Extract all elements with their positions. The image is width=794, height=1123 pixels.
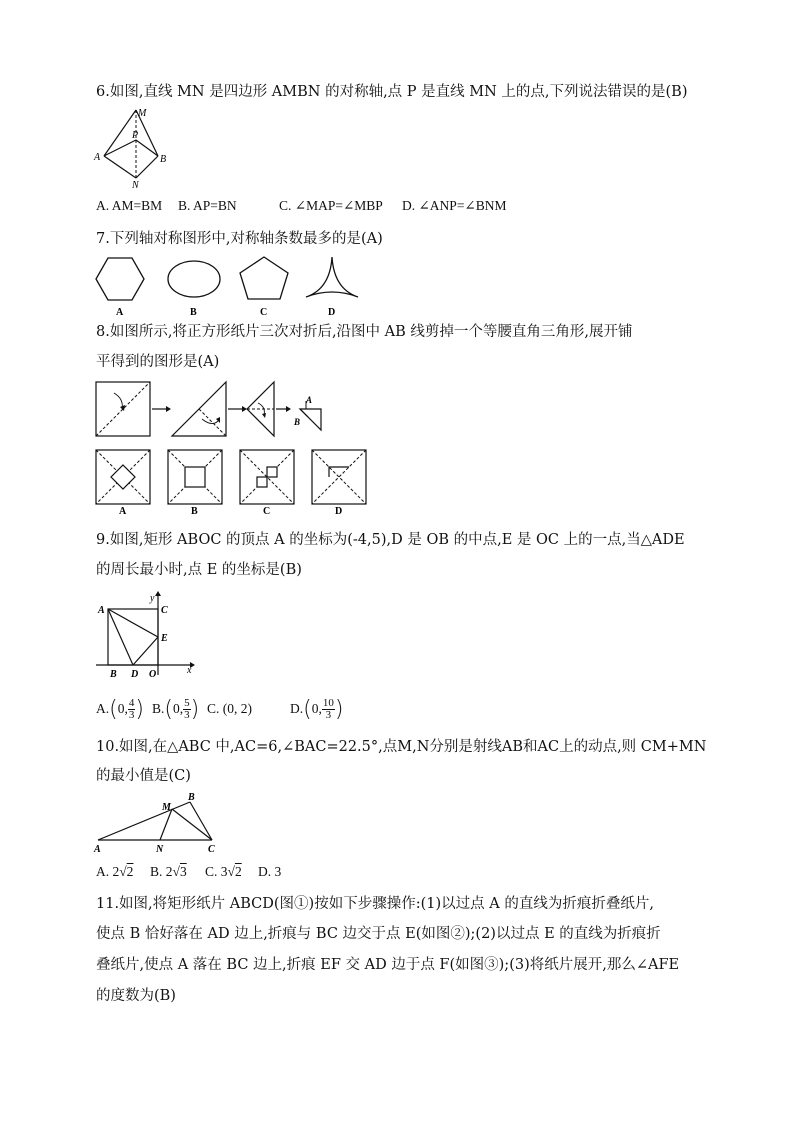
q6-label-p: P <box>132 130 139 141</box>
q11-line3: 叠纸片,使点 A 落在 BC 边上,折痕 EF 交 AD 边于点 F(如图③);(3)将纸片展开,那么∠AFE <box>96 957 680 973</box>
q8-label-cut-a: A <box>306 395 313 405</box>
q11-line4: 的度数为(B) <box>96 988 176 1004</box>
q8-label-a: A <box>119 506 127 517</box>
q9-label-d: D <box>131 669 139 680</box>
q10-label-n: N <box>156 844 164 855</box>
q6-option-a: A. AM=BM <box>96 198 163 213</box>
q10-stem-line2: 的最小值是(C) <box>96 768 191 784</box>
q6-option-d: D. ∠ANP=∠BNM <box>402 198 507 213</box>
q6-label-m: M <box>138 108 147 119</box>
q7-stem: 7.下列轴对称图形中,对称轴条数最多的是(A) <box>96 231 383 247</box>
q9-label-x: x <box>187 665 192 676</box>
q10-label-a: A <box>94 844 101 855</box>
q9-stem-line1: 9.如图,矩形 ABOC 的顶点 A 的坐标为(-4,5),D 是 OB 的中点,E 是 OC 上的一点,当△ADE <box>96 532 685 548</box>
q9-label-y: y <box>150 593 155 604</box>
q8-answer-options <box>94 448 384 516</box>
q9-label-a: A <box>98 605 105 616</box>
q7-label-b: B <box>190 307 197 318</box>
q9-option-b: B.(0, $\frac{5}{3}$ ) <box>152 696 200 722</box>
q10-label-c: C <box>208 844 215 855</box>
q9-option-a: A.(0, $\frac{4}{3}$ ) <box>96 696 144 722</box>
q10-option-b: B. 2√3 <box>150 864 187 879</box>
q8-label-d: D <box>335 506 343 517</box>
hexagon-shape <box>96 258 144 300</box>
q6-label-b: B <box>160 154 167 165</box>
q9-label-o: O <box>149 669 157 680</box>
q6-stem: 6.如图,直线 MN 是四边形 AMBN 的对称轴,点 P 是直线 MN 上的点,下列说法错误的是(B) <box>96 84 688 100</box>
q9-option-c: C. (0, 2) <box>207 701 252 716</box>
q10-stem-line1: 10.如图,在△ABC 中,AC=6,∠BAC=22.5°,点M,N分别是射线AB和AC上的动点,则 CM+MN <box>96 739 707 755</box>
q10-label-b: B <box>188 792 195 803</box>
q7-figures <box>92 253 372 323</box>
q7-label-a: A <box>116 307 124 318</box>
q8-label-c: C <box>263 506 271 517</box>
q8-stem-line1: 8.如图所示,将正方形纸片三次对折后,沿图中 AB 线剪掉一个等腰直角三角形,展开铺 <box>96 324 633 340</box>
ellipse-shape <box>168 261 220 297</box>
q7-label-c: C <box>260 307 268 318</box>
q7-label-d: D <box>328 307 336 318</box>
q9-label-c: C <box>161 605 168 616</box>
q6-label-n: N <box>132 180 139 191</box>
q6-option-c: C. ∠MAP=∠MBP <box>279 198 383 213</box>
q8-label-b: B <box>191 506 198 517</box>
concave-triangle-shape <box>306 257 358 297</box>
q10-option-d: D. 3 <box>258 864 282 879</box>
q6-figure <box>94 106 174 191</box>
q9-label-e: E <box>161 633 168 644</box>
q10-option-c: C. 3√2 <box>205 864 242 879</box>
q11-line1: 11.如图,将矩形纸片 ABCD(图①)按如下步骤操作:(1)以过点 A 的直线为折痕折叠纸片, <box>96 896 654 912</box>
q10-figure <box>94 792 224 855</box>
q8-label-cut-b: B <box>294 417 301 427</box>
q8-stem-line2: 平得到的图形是(A) <box>96 354 220 370</box>
pentagon-shape <box>240 257 288 299</box>
q10-label-m: M <box>162 802 171 813</box>
q9-figure <box>94 591 204 683</box>
q8-folding-steps <box>94 379 334 441</box>
q6-label-a: A <box>94 152 101 163</box>
q6-option-b: B. AP=BN <box>178 198 237 213</box>
q10-option-a: A. 2√2 <box>96 864 134 879</box>
q11-line2: 使点 B 恰好落在 AD 边上,折痕与 BC 边交于点 E(如图②);(2)以过点 E 的直线为折痕折 <box>96 926 661 942</box>
q9-stem-line2: 的周长最小时,点 E 的坐标是(B) <box>96 562 302 578</box>
q9-label-b: B <box>110 669 117 680</box>
q9-option-d: D.(0, $\frac{10}{3}$ ) <box>290 696 344 722</box>
